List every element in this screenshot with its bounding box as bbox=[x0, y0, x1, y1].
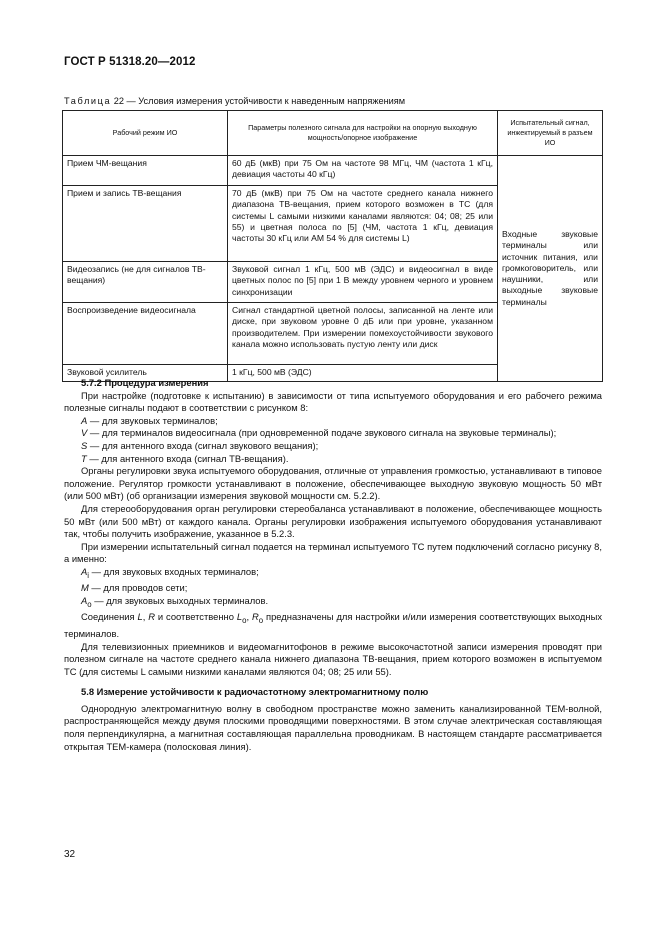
term-symbol: R bbox=[148, 611, 155, 623]
paragraph-tem: Однородную электромагнитную волну в свободном пространстве можно заменить канализированной ТЕМ-волной, распространяющейся между двумя плоскими проводящими поверхностями. В этом случае электрическая составляющая поля перпендикулярна, а магнитная составляющая параллельна проводникам. В настоящем стандарте рассматривается открытая ТЕМ-камера (полосковая линия). bbox=[64, 702, 602, 752]
table-caption-text: 22 — Условия измерения устойчивости к наведенным напряжениям bbox=[111, 96, 406, 106]
table-row bbox=[63, 156, 603, 186]
term-text: — для проводов сети; bbox=[88, 582, 188, 594]
term-symbol: R bbox=[251, 611, 259, 623]
term-symbol: V bbox=[81, 427, 88, 439]
term-subscript: o bbox=[258, 616, 264, 626]
section-title-5-8: 5.8 Измерение устойчивости к радиочастотному электромагнитному полю bbox=[81, 686, 429, 698]
list-item bbox=[64, 453, 602, 466]
table-caption-label: Таблица bbox=[64, 96, 112, 106]
term-text: — для терминалов видеосигнала (при одновременной подаче звукового сигнала на звуковые терминалы); bbox=[87, 427, 557, 439]
text-run: , bbox=[246, 611, 252, 623]
body-text bbox=[64, 377, 602, 753]
header-injection: Испытательный сигнал, инжектируемый в разъем ИО bbox=[498, 111, 603, 156]
list-item bbox=[64, 427, 602, 440]
row-mode: Звуковой усилитель bbox=[63, 365, 228, 382]
paragraph-tv: Для телевизионных приемников и видеомагнитофонов в режиме высокочастотной записи измерения проводят при полезном сигнале на частоте среднего канала нижнего диапазона ТВ-вещания, прием которого возможен в испытуемом ТС (для системы L самыми низкими каналами являются 04; 08; 25 или 55). bbox=[64, 640, 602, 677]
table-header-row bbox=[63, 111, 603, 156]
row-params: 70 дБ (мкВ) при 75 Ом на частоте среднего канала нижнего диапазона ТВ-вещания, прием которого возможен в ТС (для системы L самыми низкими каналами являются: 04; 08; 25 или 55) и цветная полоса по [5] (ЧМ, частота 1 кГц, девиация частоты 30 кГц или АМ 54 % для системы L) bbox=[228, 186, 498, 262]
conditions-table bbox=[62, 110, 603, 382]
term-symbol: A bbox=[81, 565, 88, 577]
term-subscript: i bbox=[87, 570, 90, 580]
term-symbol: S bbox=[81, 439, 88, 451]
term-symbol: A bbox=[81, 594, 88, 606]
text-run: Соединения bbox=[81, 611, 138, 623]
term-subscript: o bbox=[242, 616, 247, 626]
term-text: — для антенного входа (сигнал звукового вещания); bbox=[87, 439, 319, 451]
row-params: Сигнал стандартной цветной полосы, записанной на ленте или диске, при звуковом уровне 0 дБ или при уровне, указанном производителем. При измерении помехоустойчивости звукового канала можно использовать пустую ленту или диск bbox=[228, 303, 498, 365]
list-item bbox=[64, 582, 602, 595]
list-item bbox=[64, 566, 602, 582]
section-title-5-7-2: 5.7.2 Процедура измерения bbox=[81, 377, 209, 388]
document-header: ГОСТ Р 51318.20—2012 bbox=[64, 56, 196, 68]
list-item bbox=[64, 440, 602, 453]
text-run: , bbox=[142, 611, 149, 623]
paragraph-controls: Органы регулировки звука испытуемого оборудования, отличные от управления громкостью, устанавливают в типовое положение. Регулятор громкости устанавливают в положение, обеспечивающее выходную звуковую мощность 50 мВт (или 500 мВт) (об организации измерения звуковой мощности см. 5.2.2). bbox=[64, 465, 602, 502]
text-run: предназначены для настройки и/или измерения соответствующих выходных терминалов. bbox=[64, 611, 603, 639]
term-symbol: L bbox=[236, 611, 243, 623]
header-mode: Рабочий режим ИО bbox=[63, 111, 228, 156]
paragraph-connections bbox=[64, 611, 602, 640]
table-caption bbox=[64, 96, 405, 106]
row-mode: Прием ЧМ-вещания bbox=[63, 156, 228, 186]
row-params: 1 кГц, 500 мВ (ЭДС) bbox=[228, 365, 498, 382]
row-mode: Прием и запись ТВ-вещания bbox=[63, 186, 228, 262]
row-mode: Воспроизведение видеосигнала bbox=[63, 303, 228, 365]
term-symbol: T bbox=[81, 452, 87, 464]
row-params: Звуковой сигнал 1 кГц, 500 мВ (ЭДС) и видеосигнал в виде цветных полос по [5] при 1 В между уровнем черного и уровнем синхронизации bbox=[228, 262, 498, 303]
header-params: Параметры полезного сигнала для настройки на опорную выходную мощность/опорное изображение bbox=[228, 111, 498, 156]
term-symbol: A bbox=[81, 414, 88, 426]
term-text: — для звуковых терминалов; bbox=[87, 414, 218, 426]
term-symbol: L bbox=[137, 611, 143, 623]
term-text: — для антенного входа (сигнал ТВ-вещания). bbox=[86, 452, 289, 464]
list-item bbox=[64, 415, 602, 428]
term-text: — для звуковых входных терминалов; bbox=[89, 565, 259, 577]
injection-cell: Входные звуковые терминалы или источник питания, или громкоговоритель, или наушники, или выходные звуковые терминалы bbox=[498, 156, 603, 382]
page-number: 32 bbox=[64, 849, 76, 860]
term-subscript: o bbox=[87, 599, 92, 609]
term-symbol: M bbox=[81, 582, 89, 594]
paragraph-intro: При настройке (подготовке к испытанию) в зависимости от типа испытуемого оборудования и его рабочего режима полезные сигналы подают в соответствии с рисунком 8: bbox=[64, 389, 602, 414]
list-item bbox=[64, 595, 602, 611]
paragraph-apply: При измерении испытательный сигнал подается на терминал испытуемого ТС путем подключений согласно рисунку 8, а именно: bbox=[64, 540, 602, 565]
paragraph-stereo: Для стереооборудования орган регулировки стереобаланса устанавливают в положение, обеспечивающее мощность 50 мВт (или 500 мВт) от каждого канала. Органы регулировки изображения испытуемого оборудования устанавливают так, чтобы получить изображение, указанное в 5.2.3. bbox=[64, 502, 602, 540]
text-run: и соответственно bbox=[155, 611, 237, 623]
row-params: 60 дБ (мкВ) при 75 Ом на частоте 98 МГц, ЧМ (частота 1 кГц, девиация частоты 40 кГц) bbox=[228, 156, 498, 186]
term-text: — для звуковых выходных терминалов. bbox=[91, 594, 269, 606]
row-mode: Видеозапись (не для сигналов ТВ-вещания) bbox=[63, 262, 228, 303]
